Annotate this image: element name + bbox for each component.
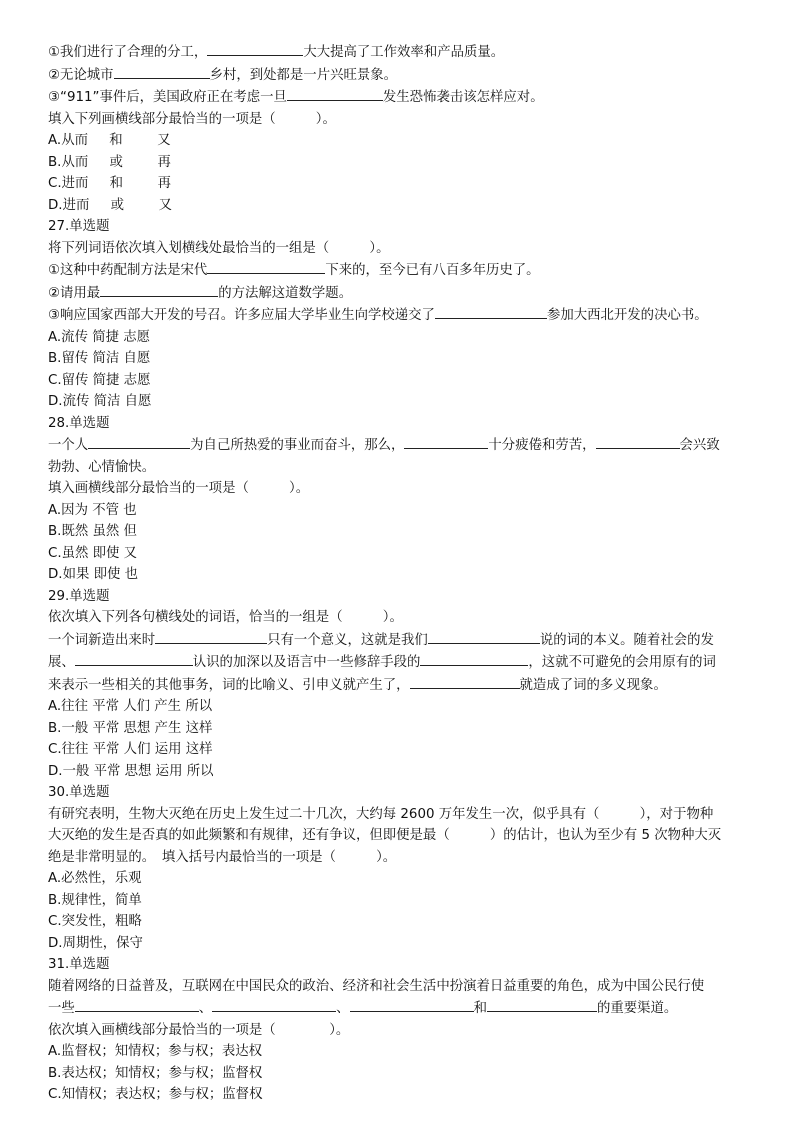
blank <box>350 997 474 1012</box>
q27-prompt: 将下列词语依次填入划横线处最恰当的一组是（ ）。 <box>48 240 390 256</box>
blank <box>75 997 199 1012</box>
q29-passage-line-2: 展、 认识的加深以及语言中一些修辞手段的 ，这就不可避免的会用原有的词 <box>48 651 768 674</box>
q31-option-a[interactable]: A.监督权；知情权；参与权；表达权 <box>48 1044 263 1059</box>
q30-passage-line-1: 有研究表明，生物大灭绝在历史上发生过二十几次，大约每 2600 万年发生一次，似乎具有（ ），对于物种 <box>48 806 714 822</box>
blank <box>88 434 190 449</box>
q31-passage-line-1: 随着网络的日益普及，互联网在中国民众的政治、经济和社会生活中扮演着日益重要的角色，成为中国公民行使 <box>48 978 705 994</box>
q30-option-d[interactable]: D.周期性，保守 <box>48 935 143 951</box>
q30-option-a[interactable]: A.必然性，乐观 <box>48 871 142 886</box>
q26-sentence-2: ②无论城市 乡村，到处都是一片兴旺景象。 <box>48 64 768 87</box>
q26-option-d[interactable]: D.进而 或 又 <box>48 197 172 213</box>
q29-passage-line-1: 一个词新造出来时 只有一个意义，这就是我们 说的词的本义。随着社会的发 <box>48 629 768 652</box>
q27-option-b[interactable]: B.留传 简洁 自愿 <box>48 351 151 366</box>
q31-prompt: 依次填入画横线部分最恰当的一项是（ ）。 <box>48 1022 350 1038</box>
blank <box>114 64 210 79</box>
q26-prompt: 填入下列画横线部分最恰当的一项是（ ）。 <box>48 111 336 127</box>
q27-sentence-1: ①这种中药配制方法是宋代 下来的，至今已有八百多年历史了。 <box>48 259 768 282</box>
blank <box>155 629 267 644</box>
q28-prompt: 填入画横线部分最恰当的一项是（ ）。 <box>48 481 310 496</box>
blank <box>410 674 520 689</box>
blank <box>212 997 336 1012</box>
blank <box>75 651 193 666</box>
q28-option-d[interactable]: D.如果 即使 也 <box>48 567 139 582</box>
q31-option-b[interactable]: B.表达权；知情权；参与权；监督权 <box>48 1065 263 1081</box>
q26-sentence-3: ③“911”事件后，美国政府正在考虑一旦 发生恐怖袭击该怎样应对。 <box>48 86 768 109</box>
blank <box>207 41 303 56</box>
blank <box>435 304 547 319</box>
q26-option-b[interactable]: B.从而 或 再 <box>48 154 171 170</box>
q26-option-a[interactable]: A.从而 和 又 <box>48 133 171 148</box>
q30-passage-line-2: 大灭绝的发生是否真的如此频繁和有规律，还有争议，但即便是最（ ）的估计，也认为至少有 5 次物种大灭 <box>48 828 722 843</box>
q29-option-a[interactable]: A.往往 平常 人们 产生 所以 <box>48 699 213 714</box>
blank <box>428 629 540 644</box>
blank <box>404 434 488 449</box>
q29-option-c[interactable]: C.往往 平常 人们 运用 这样 <box>48 742 213 757</box>
q28-option-a[interactable]: A.因为 不管 也 <box>48 502 137 518</box>
q30-passage-line-3: 绝是非常明显的。 填入括号内最恰当的一项是（ ）。 <box>48 849 397 865</box>
q29-passage-line-3: 来表示一些相关的其他事务，词的比喻义、引申义就产生了， 就造成了词的多义现象。 <box>48 674 768 697</box>
blank <box>596 434 680 449</box>
q27-sentence-3: ③响应国家西部大开发的号召。许多应届大学毕业生向学校递交了 参加大西北开发的决心书。 <box>48 304 768 327</box>
blank <box>487 997 597 1012</box>
q30-header: 30.单选题 <box>48 785 110 800</box>
q29-option-d[interactable]: D.一般 平常 思想 运用 所以 <box>48 763 214 779</box>
q29-option-b[interactable]: B.一般 平常 思想 产生 这样 <box>48 720 213 736</box>
q28-header: 28.单选题 <box>48 415 110 431</box>
q30-option-b[interactable]: B.规律性，简单 <box>48 892 142 908</box>
q31-header: 31.单选题 <box>48 957 110 972</box>
q28-option-b[interactable]: B.既然 虽然 但 <box>48 524 137 539</box>
q26-sentence-1: ①我们进行了合理的分工， 大大提高了工作效率和产品质量。 <box>48 41 768 64</box>
q27-option-c[interactable]: C.留传 简捷 志愿 <box>48 372 151 388</box>
q28-sentence-1: 一个人 为自己所热爱的事业而奋斗，那么， 十分疲倦和劳苦， 会兴致 <box>48 434 768 457</box>
blank <box>100 282 218 297</box>
q28-option-c[interactable]: C.虽然 即使 又 <box>48 545 138 561</box>
blank <box>420 651 528 666</box>
q30-option-c[interactable]: C.突发性，粗略 <box>48 914 142 929</box>
blank <box>207 259 325 274</box>
q27-option-a[interactable]: A.流传 简捷 志愿 <box>48 329 151 345</box>
q27-sentence-2: ②请用最 的方法解这道数学题。 <box>48 282 768 305</box>
q28-sentence-2: 勃勃、心情愉快。 <box>48 459 156 475</box>
q27-option-d[interactable]: D.流传 简洁 自愿 <box>48 394 152 409</box>
q29-header: 29.单选题 <box>48 588 110 604</box>
q26-option-c[interactable]: C.进而 和 再 <box>48 176 171 191</box>
blank <box>287 86 383 101</box>
q31-passage-line-2: 一些 、 、 和 的重要渠道。 <box>48 997 768 1020</box>
exam-page <box>48 41 768 1106</box>
q29-prompt: 依次填入下列各句横线处的词语，恰当的一组是（ ）。 <box>48 610 403 625</box>
q31-option-c[interactable]: C.知情权；表达权；参与权；监督权 <box>48 1087 263 1102</box>
q27-header: 27.单选题 <box>48 219 110 234</box>
